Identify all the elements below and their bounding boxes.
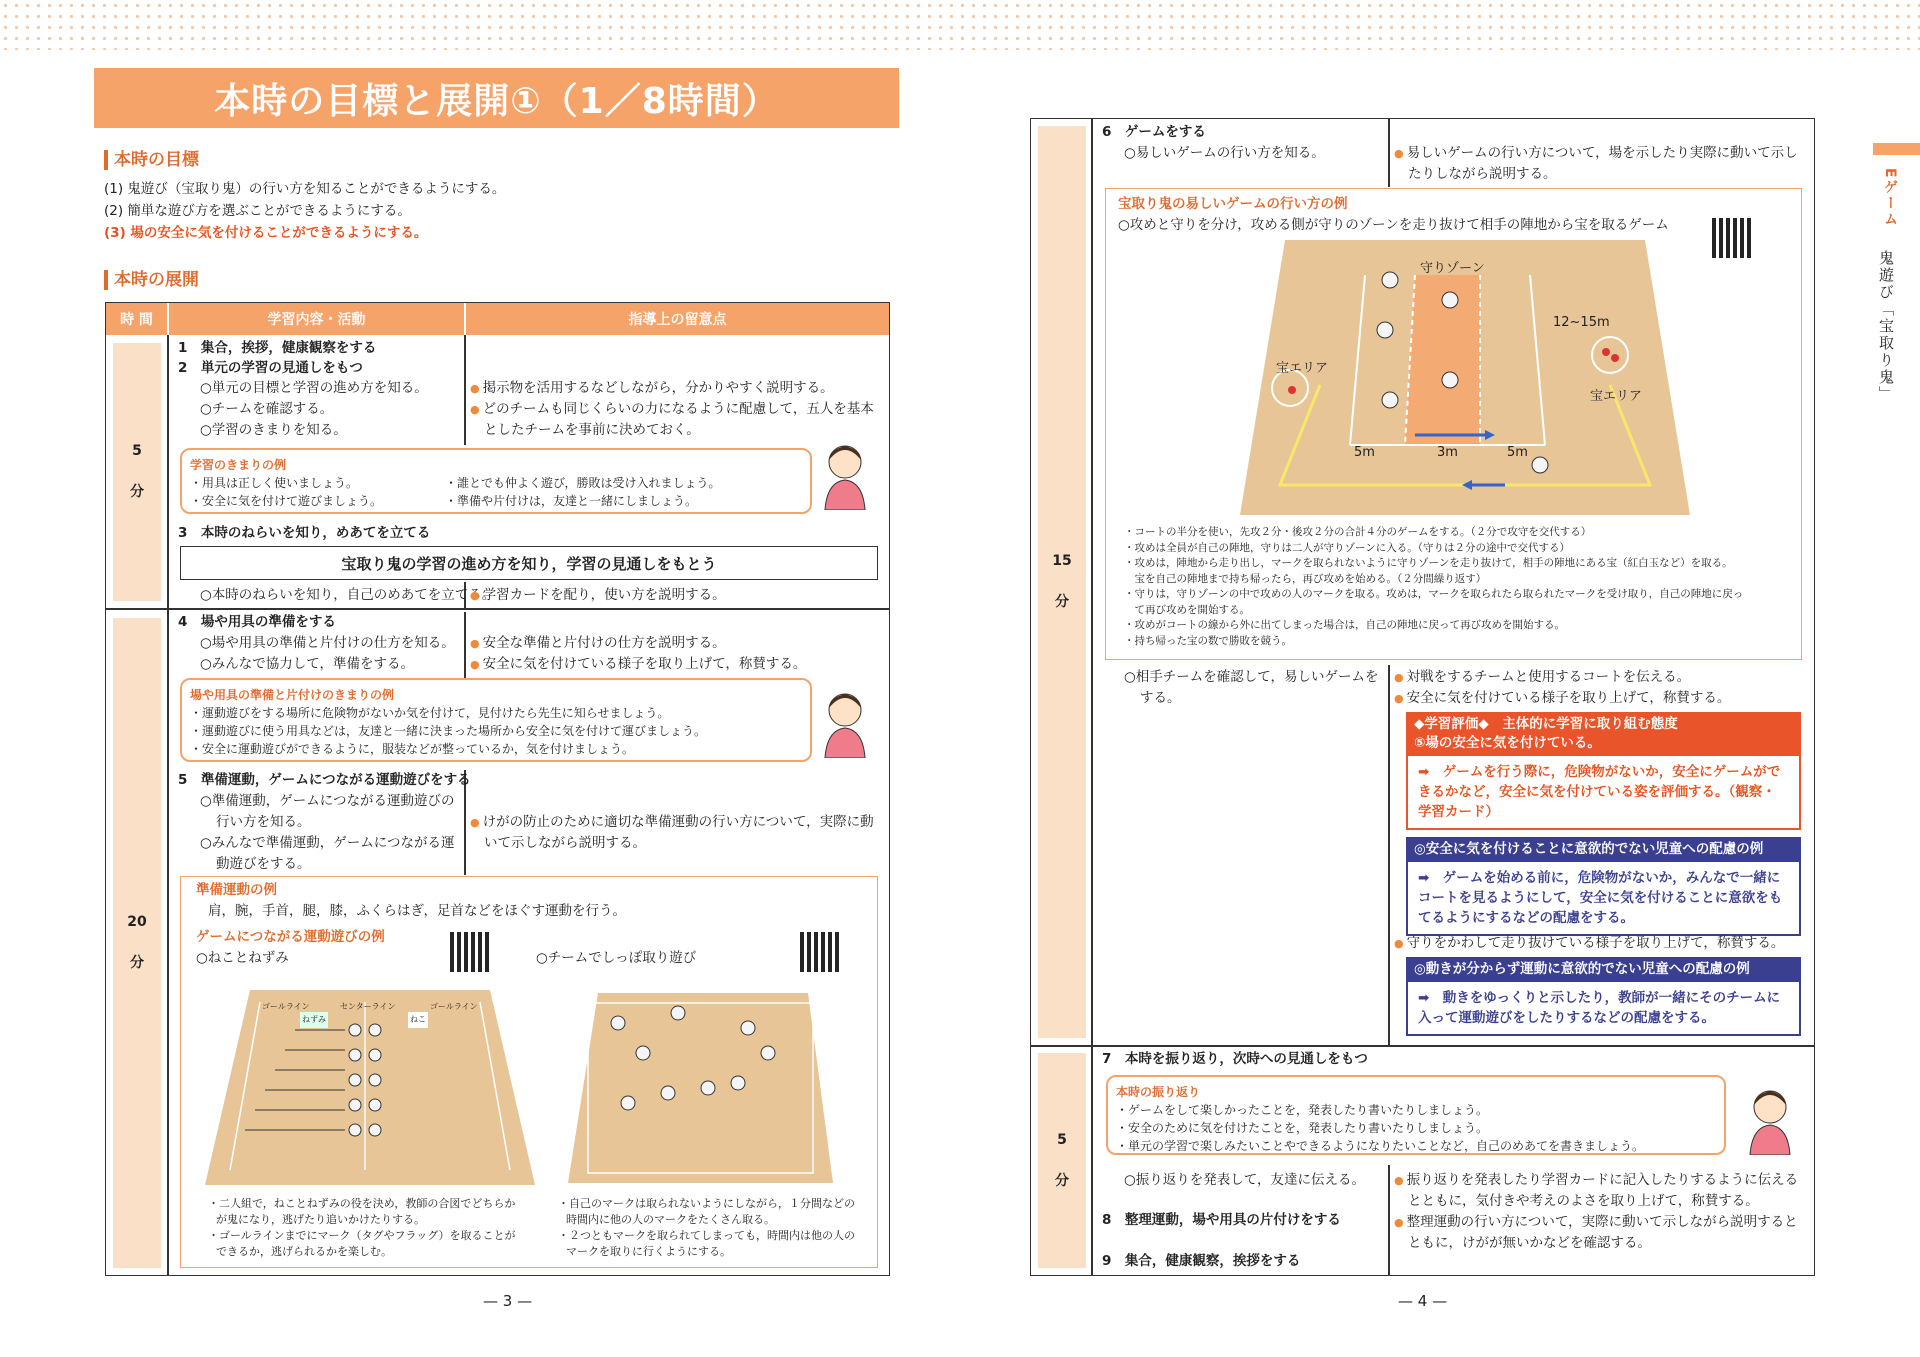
game-1-title: ○ねことねずみ [196, 950, 289, 966]
rule-1: ・用具は正しく使いましょう。 [190, 476, 359, 490]
note-6-3: ● 守りをかわして走り抜けている様子を取り上げて，称賛する。 [1394, 933, 1784, 954]
game-2-notes: ・自己のマークは取られないようにしながら，１分間などの 時間内に他の人のマークをたくさん取る。 ・２つともマークを取られてしまっても，時間内は他の人の マークを取りに行くようにする。 [558, 1197, 855, 1258]
dist-5m-left: 5m [1354, 445, 1375, 460]
court-width-label: 12~15m [1553, 315, 1610, 330]
treasure-area-left-label: 宝エリア [1276, 361, 1329, 376]
game-2-title: ○チームでしっぽ取り遊び [536, 950, 697, 966]
page-number-3: — 3 — [483, 1292, 533, 1310]
defense-zone-label: 守りゾーン [1420, 261, 1485, 276]
note-6-2: ● 安全に気を付けている様子を取り上げて，称賛する。 [1394, 688, 1730, 709]
activity-3: 3 本時のねらいを知り，めあてを立てる [178, 525, 431, 541]
activity-7-1: ○振り返りを発表して，友達に伝える。 [1124, 1172, 1366, 1188]
activity-6: 6 ゲームをする [1102, 124, 1206, 140]
th-activity: 学習内容・活動 [168, 303, 464, 335]
dist-3m: 3m [1437, 445, 1458, 460]
easy-game-text: ○攻めと守りを分け，攻める側が守りのゾーンを走り抜けて相手の陣地から宝を取るゲーム [1118, 217, 1669, 233]
teacher-illustration-3 [1740, 1085, 1800, 1155]
side-unit-label: 鬼遊び「宝取り鬼」 [1877, 250, 1895, 403]
activity-2-3: ○学習のきまりを知る。 [200, 422, 347, 438]
activity-2-2: ○チームを確認する。 [200, 401, 334, 417]
reflection-2: ・安全のために気を付けたことを，発表したり書いたりしましょう。 [1116, 1121, 1489, 1135]
goal-2: (2) 簡単な遊び方を選ぶことができるようにする。 [104, 203, 411, 219]
care-example-2-body: ➡ 動きをゆっくりと示したり，教師が一緒にそのチームに入って運動遊びをしたりするなどの配慮をする。 [1406, 982, 1801, 1036]
activity-9: 9 集合，健康観察，挨拶をする [1102, 1253, 1301, 1269]
game-1-notes: ・二人組で，ねことねずみの役を決め，教師の合図でどちらか が鬼になり，逃げたり追いかけたりする。 ・ゴールラインまでにマーク（タグやフラッグ）を取ることが できるか，逃げられるかを楽しむ。 [208, 1197, 516, 1258]
note-7-2b: ともに，けがが無いかなどを確認する。 [1408, 1235, 1651, 1251]
activity-6-2b: する。 [1140, 690, 1181, 706]
teacher-illustration-2 [815, 688, 875, 758]
goal-3: (3) 場の安全に気を付けることができるようにする。 [104, 225, 428, 241]
activity-6-2: ○相手チームを確認して，易しいゲームを [1124, 669, 1379, 685]
goal-heading: 本時の目標 [104, 150, 199, 170]
note-6-1: ● 対戦をするチームと使用するコートを伝える。 [1394, 667, 1690, 688]
game-rules: ・コートの半分を使い，先攻２分・後攻２分の合計４分のゲームをする。（２分で攻守を交代する） ・攻めは全員が自己の陣地，守りは二人が守りゾーンに入る。（守りは２分の途中で交代する） ・攻めは，陣地から走り出し，マークを取られないように守りゾーンを走り抜けて，相手の陣地にある宝（紅白玉など）を取る。 宝を自己の陣地まで持ち帰ったら，再び攻めを始める。（２分間繰り返す） ・守りは，守りゾーンの中で攻めの人のマークを取る。攻めは，マークを取られたら取られたマークを受け取り，自己の陣地に戻っ て再び攻めを開始する。 ・攻めがコートの線から外に出てしまった場合は，自己の陣地に戻って再び攻めを開始する。 ・持ち帰った宝の数で勝敗を競う。 [1124, 526, 1744, 647]
prep-rules-bubble [180, 678, 812, 762]
activity-4-1: ○場や用具の準備と片付けの仕方を知る。 [200, 635, 455, 651]
reflection-1: ・ゲームをして楽しかったことを，発表したり書いたりしましょう。 [1116, 1103, 1489, 1117]
evaluation-body: ➡ ゲームを行う際に，危険物がないか，安全にゲームができるかなど，安全に気を付けている姿を評価する。（観察・学習カード） [1406, 756, 1801, 830]
activity-5: 5 準備運動，ゲームにつながる運動遊びをする [178, 772, 471, 788]
rule-2: ・誰とでも仲よく遊び，勝敗は受け入れましょう。 [445, 476, 721, 490]
note-6: ● 易しいゲームの行い方について，場を示したり実際に動いて示し [1394, 143, 1798, 164]
note-5b: いて示しながら説明する。 [484, 835, 646, 851]
note-7-1: ● 振り返りを発表したり学習カードに記入したりするように伝える [1394, 1170, 1798, 1191]
court-goal-line-right: ゴールライン [430, 1002, 478, 1011]
side-category-label: Eゲーム [1882, 168, 1898, 228]
qr-code-1[interactable] [450, 932, 490, 972]
activity-5-1b: 行い方を知る。 [216, 814, 311, 830]
cat-and-mouse-court [205, 990, 535, 1185]
rule-3: ・安全に気を付けて遊びましょう。 [190, 494, 383, 508]
care-example-1-header: ◎安全に気を付けることに意欲的でない児童への配慮の例 [1406, 837, 1801, 862]
prep-2: ・運動遊びに使う用具などは，友達と一緒に決まった場所から安全に気を付けて運びましょう。 [190, 724, 707, 738]
reflection-3: ・単元の学習で楽しみたいことやできるようになりたいことなど，自己のめあてを書きましょう。 [1116, 1139, 1645, 1153]
activity-2-1: ○単元の目標と学習の進め方を知る。 [200, 380, 428, 396]
activity-7: 7 本時を振り返り，次時への見通しをもつ [1102, 1051, 1368, 1067]
rule-4: ・準備や片付けは，友達と一緒にしましょう。 [445, 494, 698, 508]
treasure-area-right-label: 宝エリア [1590, 389, 1643, 404]
time-cell-5: 5 分 [113, 343, 161, 601]
rules-bubble [180, 448, 812, 514]
game-heading: ゲームにつながる運動遊びの例 [196, 929, 385, 945]
care-example-2-header: ◎動きが分からず運動に意欲的でない児童への配慮の例 [1406, 957, 1801, 982]
activity-8: 8 整理運動，場や用具の片付けをする [1102, 1212, 1341, 1228]
rules-heading: 学習のきまりの例 [190, 458, 287, 472]
qr-code-3[interactable] [1712, 218, 1752, 258]
activity-3-1: ○本時のねらいを知り，自己のめあてを立てる。 [200, 587, 496, 603]
reflection-heading: 本時の振り返り [1116, 1085, 1201, 1099]
note-2-2b: としたチームを事前に決めておく。 [484, 422, 700, 438]
activity-5-2b: 動遊びをする。 [216, 856, 311, 872]
activity-4: 4 場や用具の準備をする [178, 614, 336, 630]
th-notes: 指導上の留意点 [465, 303, 889, 335]
development-heading: 本時の展開 [104, 270, 199, 290]
time-cell-15: 15 分 [1038, 126, 1086, 1038]
prep-3: ・安全に運動遊びができるように，服装などが整っているか，気を付けましょう。 [190, 742, 635, 756]
evaluation-header: ◆学習評価◆ 主体的に学習に取り組む態度 ⑤場の安全に気を付けている。 [1406, 712, 1801, 756]
note-5: ● けがの防止のために適切な準備運動の行い方について，実際に動 [470, 812, 874, 833]
note-2-2: ● どのチームも同じくらいの力になるように配慮して，五人を基本 [470, 399, 874, 420]
note-4-2: ● 安全に気を付けている様子を取り上げて，称賛する。 [470, 654, 806, 675]
qr-code-2[interactable] [800, 932, 840, 972]
th-time: 時 間 [106, 303, 167, 335]
time-cell-5b: 5 分 [1038, 1053, 1086, 1268]
prep-1: ・運動遊びをする場所に危険物がないか気を付けて，見付けたら先生に知らせましょう。 [190, 706, 670, 720]
activity-6-1: ○易しいゲームの行い方を知る。 [1124, 145, 1325, 161]
page-title: 本時の目標と展開①（1／8時間） [94, 68, 899, 128]
time-cell-20: 20 分 [113, 618, 161, 1268]
side-tab [1873, 143, 1920, 155]
note-3: ● 学習カードを配り，使い方を説明する。 [470, 585, 726, 606]
court-mouse-label: ねずみ [300, 1012, 328, 1028]
activity-5-2: ○みんなで準備運動，ゲームにつながる運 [200, 835, 455, 851]
dist-5m-right: 5m [1507, 445, 1528, 460]
activity-1: 1 集合，挨拶，健康観察をする [178, 340, 377, 356]
lesson-aim-box: 宝取り鬼の学習の進め方を知り，学習の見通しをもとう [180, 546, 878, 580]
warmup-text: 肩，腕，手首，腿，膝，ふくらはぎ，足首などをほぐす運動を行う。 [208, 903, 626, 919]
goal-1: (1) 鬼遊び（宝取り鬼）の行い方を知ることができるようにする。 [104, 181, 506, 197]
tail-tag-court [568, 993, 833, 1183]
court-cat-label: ねこ [408, 1012, 428, 1028]
easy-game-heading: 宝取り鬼の易しいゲームの行い方の例 [1118, 196, 1348, 212]
note-7-2: ● 整理運動の行い方について，実際に動いて示しながら説明すると [1394, 1212, 1798, 1233]
teacher-illustration [815, 440, 875, 510]
note-6b: たりしながら説明する。 [1408, 166, 1557, 182]
prep-heading: 場や用具の準備と片付けのきまりの例 [190, 688, 395, 702]
activity-4-2: ○みんなで協力して，準備をする。 [200, 656, 415, 672]
care-example-1-body: ➡ ゲームを始める前に，危険物がないか，みんなで一緒にコートを見るようにして，安全に気を付けることに意欲をもてるようにするなどの配慮をする。 [1406, 862, 1801, 936]
note-2-1: ● 掲示物を活用するなどしながら，分かりやすく説明する。 [470, 378, 834, 399]
note-4-1: ● 安全な準備と片付けの仕方を説明する。 [470, 633, 726, 654]
treasure-court [1240, 240, 1690, 515]
court-goal-line-left: ゴールライン [262, 1002, 310, 1011]
reflection-bubble [1106, 1075, 1726, 1155]
court-center-line: センターライン [340, 1002, 396, 1011]
activity-2: 2 単元の学習の見通しをもつ [178, 360, 363, 376]
note-7-1b: とともに，気付きや考えのよさを取り上げて，称賛する。 [1408, 1193, 1759, 1209]
warmup-heading: 準備運動の例 [196, 882, 277, 898]
page-number-4: — 4 — [1398, 1292, 1448, 1310]
dotted-header-band [0, 0, 1920, 50]
activity-5-1: ○準備運動，ゲームにつながる運動遊びの [200, 793, 455, 809]
